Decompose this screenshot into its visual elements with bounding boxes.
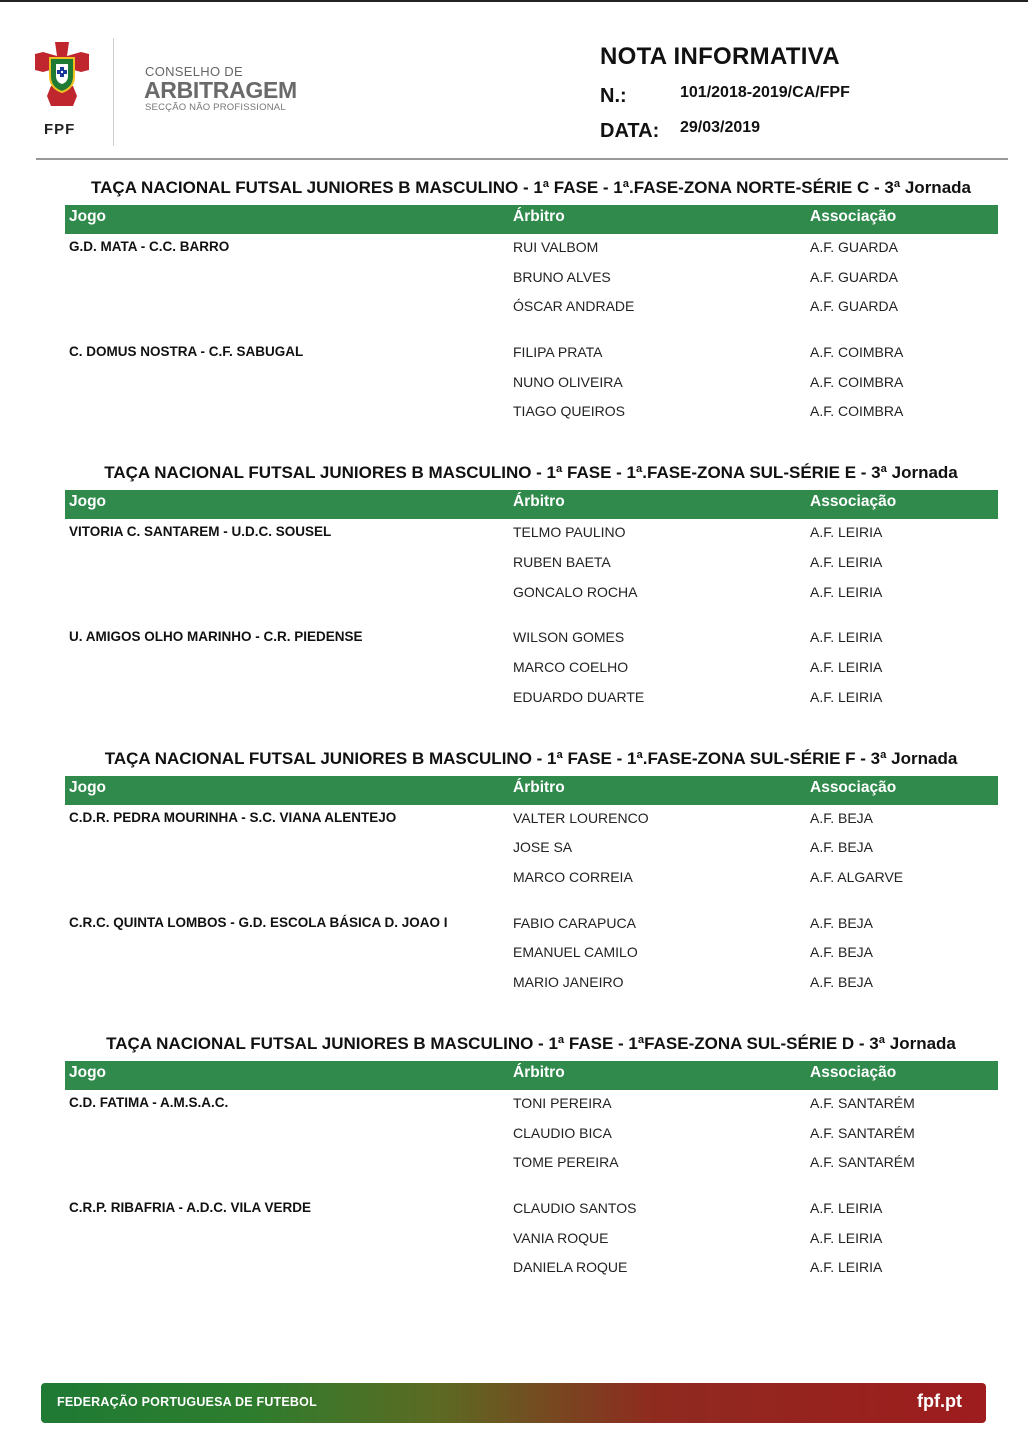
column-header-arbitro: Árbitro — [513, 779, 565, 796]
referee-name: JOSE SA — [513, 839, 573, 855]
referee-association: A.F. BEJA — [810, 915, 874, 931]
column-header-associacao: Associação — [810, 1064, 897, 1081]
referee-name: TIAGO QUEIROS — [513, 403, 626, 419]
referee-name: VANIA ROQUE — [513, 1230, 609, 1246]
referee-name: FILIPA PRATA — [513, 344, 603, 360]
referee-row — [0, 524, 1028, 546]
column-header-arbitro: Árbitro — [513, 493, 565, 510]
referee-row — [0, 1125, 1028, 1147]
referee-name: BRUNO ALVES — [513, 269, 611, 285]
column-header-associacao: Associação — [810, 493, 897, 510]
game-row — [0, 524, 1028, 616]
referee-association: A.F. SANTARÉM — [810, 1095, 915, 1111]
referee-row — [0, 1154, 1028, 1176]
referee-row — [0, 839, 1028, 861]
referee-row — [0, 689, 1028, 711]
footer-federation: FEDERAÇÃO PORTUGUESA DE FUTEBOL — [57, 1395, 317, 1409]
referee-association: A.F. LEIRIA — [810, 629, 883, 645]
referee-row — [0, 810, 1028, 832]
game-row — [0, 344, 1028, 436]
referee-row — [0, 974, 1028, 996]
council-line-3: SECÇÃO NÃO PROFISSIONAL — [145, 102, 286, 113]
referee-row — [0, 554, 1028, 576]
section-title: TAÇA NACIONAL FUTSAL JUNIORES B MASCULINO - 1ª FASE - 1ªFASE-ZONA SUL-SÉRIE D - 3ª Jornada — [106, 1034, 956, 1053]
game-row — [0, 1200, 1028, 1292]
game-row — [0, 810, 1028, 902]
game-row — [0, 239, 1028, 331]
referee-name: CLAUDIO SANTOS — [513, 1200, 637, 1216]
referee-name: MARCO COELHO — [513, 659, 629, 675]
table-header — [65, 1061, 998, 1090]
referee-name: MARCO CORREIA — [513, 869, 633, 885]
game-match: G.D. MATA - C.C. BARRO — [69, 239, 230, 254]
referee-row — [0, 1230, 1028, 1252]
game-match: C.R.C. QUINTA LOMBOS - G.D. ESCOLA BÁSICA D. JOAO I — [69, 915, 448, 930]
date-value: 29/03/2019 — [680, 119, 761, 136]
referee-row — [0, 269, 1028, 291]
referee-row — [0, 1200, 1028, 1222]
referee-association: A.F. BEJA — [810, 944, 874, 960]
fpf-logo-text: FPF — [44, 121, 76, 138]
referee-association: A.F. COIMBRA — [810, 374, 904, 390]
referee-association: A.F. BEJA — [810, 974, 874, 990]
column-header-arbitro: Árbitro — [513, 1064, 565, 1081]
council-line-1: CONSELHO DE — [145, 64, 243, 79]
referee-row — [0, 629, 1028, 651]
referee-name: VALTER LOURENCO — [513, 810, 649, 826]
game-row — [0, 915, 1028, 1007]
game-match: C.D.R. PEDRA MOURINHA - S.C. VIANA ALENTEJO — [69, 810, 397, 825]
referee-row — [0, 298, 1028, 320]
column-header-jogo: Jogo — [69, 1064, 107, 1081]
referee-row — [0, 659, 1028, 681]
referee-row — [0, 584, 1028, 606]
table-header — [65, 490, 998, 519]
game-match: U. AMIGOS OLHO MARINHO - C.R. PIEDENSE — [69, 629, 363, 644]
referee-name: EDUARDO DUARTE — [513, 689, 645, 705]
referee-row — [0, 944, 1028, 966]
referee-association: A.F. LEIRIA — [810, 1259, 883, 1275]
game-match: C.R.P. RIBAFRIA - A.D.C. VILA VERDE — [69, 1200, 312, 1215]
game-row — [0, 629, 1028, 721]
referee-name: FABIO CARAPUCA — [513, 915, 636, 931]
referee-name: TOME PEREIRA — [513, 1154, 619, 1170]
referee-association: A.F. SANTARÉM — [810, 1154, 915, 1170]
date-label: DATA: — [600, 120, 660, 142]
number-label: N.: — [600, 85, 627, 107]
referee-association: A.F. GUARDA — [810, 269, 898, 285]
referee-name: TONI PEREIRA — [513, 1095, 612, 1111]
game-match: C. DOMUS NOSTRA - C.F. SABUGAL — [69, 344, 304, 359]
number-value: 101/2018-2019/CA/FPF — [680, 84, 850, 101]
referee-association: A.F. LEIRIA — [810, 1200, 883, 1216]
referee-association: A.F. LEIRIA — [810, 584, 883, 600]
referee-association: A.F. LEIRIA — [810, 554, 883, 570]
column-header-associacao: Associação — [810, 208, 897, 225]
document-title: NOTA INFORMATIVA — [600, 43, 840, 70]
referee-association: A.F. COIMBRA — [810, 403, 904, 419]
table-header — [65, 205, 998, 234]
game-row — [0, 1095, 1028, 1187]
referee-name: RUBEN BAETA — [513, 554, 611, 570]
referee-association: A.F. LEIRIA — [810, 1230, 883, 1246]
referee-name: NUNO OLIVEIRA — [513, 374, 623, 390]
referee-name: MARIO JANEIRO — [513, 974, 624, 990]
referee-name: ÓSCAR ANDRADE — [513, 298, 635, 314]
council-line-2: ARBITRAGEM — [144, 77, 297, 103]
referee-association: A.F. COIMBRA — [810, 344, 904, 360]
referee-association: A.F. GUARDA — [810, 298, 898, 314]
referee-association: A.F. GUARDA — [810, 239, 898, 255]
section-title: TAÇA NACIONAL FUTSAL JUNIORES B MASCULINO - 1ª FASE - 1ª.FASE-ZONA SUL-SÉRIE E - 3ª Jornada — [104, 463, 958, 482]
referee-name: WILSON GOMES — [513, 629, 625, 645]
header-divider — [113, 38, 114, 146]
referee-row — [0, 344, 1028, 366]
table-header — [65, 776, 998, 805]
referee-association: A.F. LEIRIA — [810, 689, 883, 705]
referee-association: A.F. LEIRIA — [810, 659, 883, 675]
referee-association: A.F. ALGARVE — [810, 869, 904, 885]
referee-association: A.F. LEIRIA — [810, 524, 883, 540]
referee-row — [0, 403, 1028, 425]
column-header-jogo: Jogo — [69, 493, 107, 510]
referee-name: CLAUDIO BICA — [513, 1125, 612, 1141]
referee-row — [0, 239, 1028, 261]
footer-website-link[interactable]: fpf.pt — [917, 1391, 962, 1411]
referee-association: A.F. BEJA — [810, 839, 874, 855]
top-border — [0, 0, 1028, 2]
section-title: TAÇA NACIONAL FUTSAL JUNIORES B MASCULINO - 1ª FASE - 1ª.FASE-ZONA NORTE-SÉRIE C - 3ª Jornada — [91, 178, 971, 197]
game-match: VITORIA C. SANTAREM - U.D.C. SOUSEL — [69, 524, 332, 539]
referee-name: GONCALO ROCHA — [513, 584, 638, 600]
column-header-associacao: Associação — [810, 779, 897, 796]
referee-row — [0, 915, 1028, 937]
column-header-jogo: Jogo — [69, 208, 107, 225]
referee-row — [0, 1095, 1028, 1117]
referee-name: DANIELA ROQUE — [513, 1259, 628, 1275]
referee-row — [0, 1259, 1028, 1281]
section-title: TAÇA NACIONAL FUTSAL JUNIORES B MASCULINO - 1ª FASE - 1ª.FASE-ZONA SUL-SÉRIE F - 3ª Jornada — [104, 749, 958, 768]
column-header-arbitro: Árbitro — [513, 208, 565, 225]
referee-association: A.F. SANTARÉM — [810, 1125, 915, 1141]
referee-name: TELMO PAULINO — [513, 524, 626, 540]
column-header-jogo: Jogo — [69, 779, 107, 796]
referee-association: A.F. BEJA — [810, 810, 874, 826]
footer-bar — [41, 1383, 986, 1423]
referee-name: EMANUEL CAMILO — [513, 944, 638, 960]
header-rule — [36, 158, 1008, 160]
referee-name: RUI VALBOM — [513, 239, 599, 255]
referee-row — [0, 869, 1028, 891]
referee-row — [0, 374, 1028, 396]
game-match: C.D. FATIMA - A.M.S.A.C. — [69, 1095, 229, 1110]
